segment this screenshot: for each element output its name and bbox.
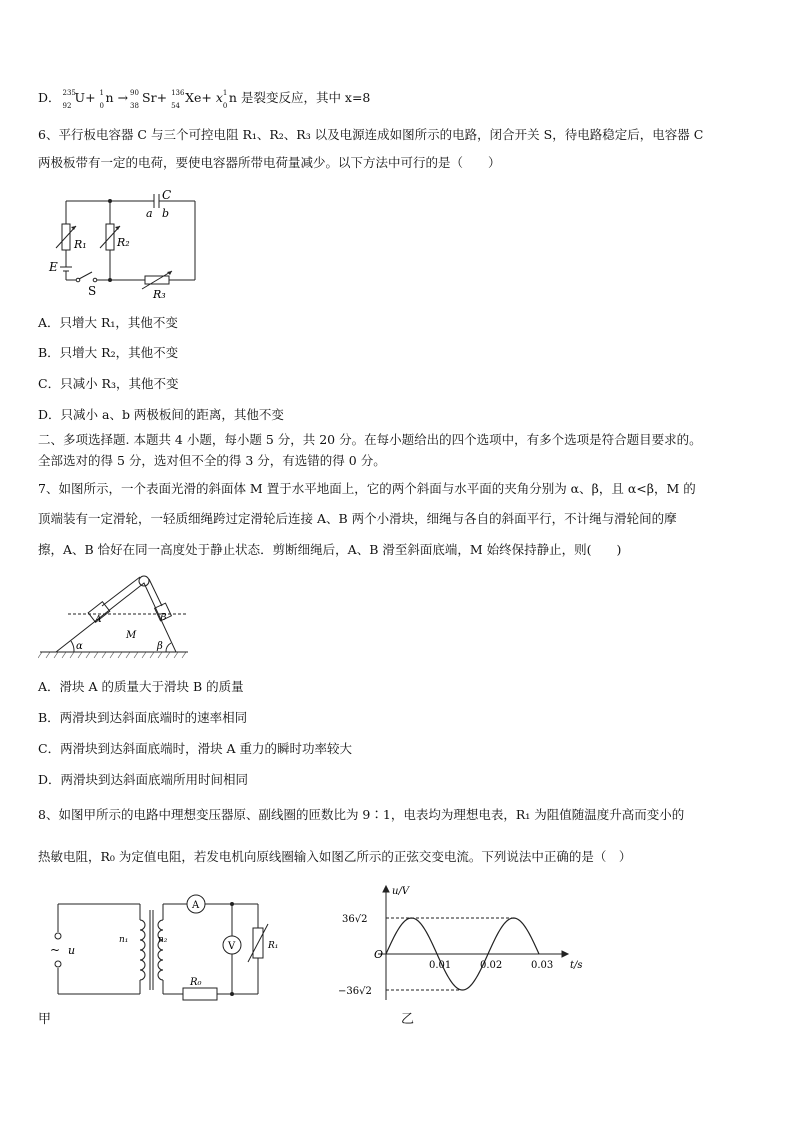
ac-source-icon: ~ [50,943,61,957]
thermistor-label: R₁ [268,941,279,951]
x-axis-label: t/s [570,960,583,971]
q6-stem-line1: 6、平行板电容器 C 与三个可控电阻 R₁、R₂、R₃ 以及电源连成如图所示的电路，闭合开关 S，待电路稳定后，电容器 C [38,127,704,142]
r2-label: R₂ [117,236,130,249]
fixed-resistor-label: R₀ [190,977,202,988]
q7-option-c[interactable]: C．两滑块到达斜面底端时，滑块 A 重力的瞬时功率较大 [38,741,353,756]
q7-stem-line2: 顶端装有一定滑轮，一轻质细绳跨过定滑轮后连接 A、B 两个小滑块，细绳与各自的斜面平行，不计绳与滑轮间的摩 [38,511,677,526]
block-a-label: A [95,615,102,625]
q7-stem-line1: 7、如图所示，一个表面光滑的斜面体 M 置于水平地面上，它的两个斜面与水平面的夹角分别为 α、β，且 α<β，M 的 [38,481,696,496]
ammeter-icon: A [192,900,200,911]
x-axis-arrow [562,951,568,957]
q6-stem-line2: 两极板带有一定的电荷，要使电容器所带电荷量减少。以下方法中可行的是（ ） [38,155,501,170]
y-tick-label-min: −36√2 [338,986,372,997]
q8-stem-line1: 8、如图甲所示的电路中理想变压器原、副线圈的匝数比为 9∶1，电表均为理想电表，R₁ 为阻值随温度升高而变小的 [38,807,685,822]
q7-option-d[interactable]: D．两滑块到达斜面底端所用时间相同 [38,772,249,787]
voltmeter-icon: V [228,941,236,952]
plate-b-label: b [162,207,170,220]
x-tick-label: 0.03 [531,960,554,971]
origin-label: O [374,948,384,961]
wedge-m-label: M [126,630,137,641]
x-tick-label: 0.01 [429,960,452,971]
r1-label: R₁ [74,238,87,251]
y-tick-label-max: 36√2 [342,914,368,925]
q8-voltage-chart [338,882,598,1002]
angle-alpha-label: α [76,641,83,652]
plate-a-label: a [146,207,153,220]
caption-right: 乙 [401,1012,415,1027]
x-tick-label: 0.02 [480,960,503,971]
q5-option-d: D． 235 92 U+ 1 0 n → 90 38 Sr+ 136 54 Xe+ x 1 0 n 是裂变反应，其中 x=8 [38,89,371,110]
angle-beta-label: β [157,641,163,652]
xenon-isotope: 136 54 Xe [171,89,202,110]
q7-stem-line3: 擦，A、B 恰好在同一高度处于静止状态．剪断细绳后，A、B 滑至斜面底端，M 始终保持静止，则( ) [38,542,622,557]
q6-option-c[interactable]: C．只减小 R₃，其他不变 [38,376,179,391]
primary-turns-label: n₁ [119,935,129,945]
q6-option-a[interactable]: A．只增大 R₁，其他不变 [38,315,178,330]
r3-label: R₃ [153,288,166,301]
q7-option-b[interactable]: B．两滑块到达斜面底端时的速率相同 [38,710,248,725]
switch-label: S [88,284,97,298]
y-axis-arrow [383,886,389,892]
capacitor-label: C [162,188,172,202]
section2-heading-line2: 全部选对的得 5 分，选对但不全的得 3 分，有选错的得 0 分。 [38,453,386,468]
q8-stem-line2: 热敏电阻，R₀ 为定值电阻，若发电机向原线圈输入如图乙所示的正弦交变电流。下列说法中正确的是（ ） [38,849,632,864]
battery-label: E [49,260,58,274]
q7-option-a[interactable]: A．滑块 A 的质量大于滑块 B 的质量 [38,679,244,694]
q8-transformer-circuit [40,890,290,1002]
caption-left: 甲 [38,1012,52,1027]
section2-heading-line1: 二、多项选择题. 本题共 4 小题，每小题 5 分，共 20 分。在每小题给出的四个选项中，有多个选项是符合题目要求的。 [38,432,702,447]
input-voltage-label: u [68,944,76,957]
y-axis-label: u/V [392,886,410,897]
strontium-isotope: 90 38 Sr [130,89,157,110]
block-b-label: B [160,613,167,623]
q7-incline-diagram [38,568,198,660]
neutron-isotope-product: 1 0 n [222,89,237,110]
q6-option-d[interactable]: D．只减小 a、b 两极板间的距离，其他不变 [38,407,284,422]
neutron-isotope: 1 0 n [99,89,114,110]
q6-option-b[interactable]: B．只增大 R₂，其他不变 [38,345,179,360]
q6-circuit-diagram [40,186,210,301]
uranium-isotope: 235 92 U [62,89,86,110]
secondary-turns-label: n₂ [158,935,168,945]
